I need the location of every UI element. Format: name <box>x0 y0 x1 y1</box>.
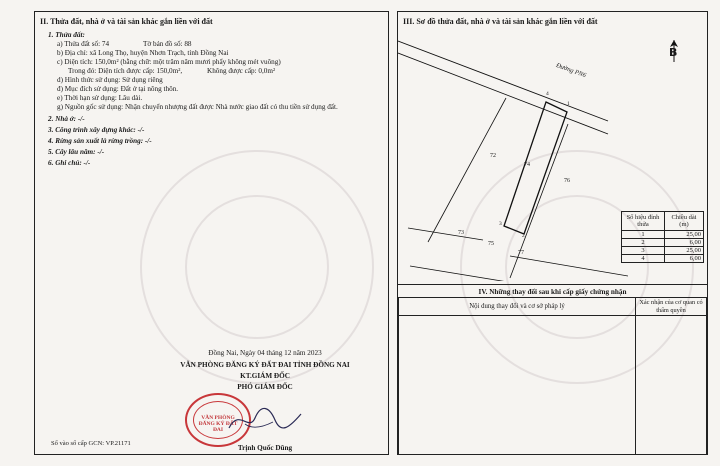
parcel-label-76: 76 <box>564 178 570 184</box>
table-cell: 2 <box>622 239 665 247</box>
section-title-land: II. Thửa đất, nhà ở và tài sản khác gắn liền với đất <box>40 17 213 26</box>
right-page <box>397 11 708 455</box>
forest-line: 4. Rừng sản xuất là rừng trồng: -/- <box>48 137 152 145</box>
signature <box>225 402 305 438</box>
changes-section <box>398 284 707 296</box>
edge-length-table <box>621 211 704 263</box>
table-row <box>622 255 704 263</box>
area-not-granted: Không được cấp: 0,0m² <box>207 67 276 75</box>
vertex-label-2: 2 <box>522 233 525 239</box>
table-row <box>622 231 704 239</box>
stamp-text: VĂN PHÒNG ĐĂNG KÝ ĐẤT ĐAI <box>198 415 238 434</box>
table-cell: 4 <box>622 255 665 263</box>
table-row <box>622 239 704 247</box>
north-arrow-icon <box>666 40 682 62</box>
changes-title: IV. Những thay đổi sau khi cấp giấy chứng nhận <box>478 288 627 296</box>
changes-col-content: Nội dung thay đổi và cơ sở pháp lý <box>399 298 636 316</box>
kt-director: KT.GIÁM ĐỐC <box>240 372 290 380</box>
register-number: Số vào sổ cấp GCN: VP.21171 <box>51 440 131 447</box>
parcel-label-73: 73 <box>458 230 464 236</box>
notes-line: 6. Ghi chú: -/- <box>48 159 91 167</box>
table-cell: 3 <box>622 247 665 255</box>
changes-empty-cell <box>399 316 636 455</box>
parcel-number: a) Thửa đất số: 74 <box>57 40 110 48</box>
section-title-map: III. Sơ đồ thửa đất, nhà ở và tài sản khác gắn liền với đất <box>403 17 598 26</box>
land-origin: g) Nguồn gốc sử dụng: Nhận chuyển nhượng đất được Nhà nước giao đất có thu tiền sử dụng đất. <box>57 103 338 111</box>
area: c) Diện tích: 150,0m² (bằng chữ: một trăm năm mươi phẩy không mét vuông) <box>57 58 281 66</box>
edge-col-vertex: Số hiệu đỉnh thửa <box>622 212 665 231</box>
house-line: 2. Nhà ở: -/- <box>48 115 85 123</box>
changes-col-confirm: Xác nhận của cơ quan có thẩm quyền <box>636 298 707 316</box>
vertex-label-3: 3 <box>499 221 502 227</box>
parcel-label-74: 74 <box>524 162 530 168</box>
address: b) Địa chỉ: xã Long Thọ, huyện Nhơn Trạch, tỉnh Đồng Nai <box>57 49 229 57</box>
edge-col-length: Chiều dài (m) <box>665 212 704 231</box>
other-construction-line: 3. Công trình xây dựng khác: -/- <box>48 126 145 134</box>
land-heading: 1. Thửa đất: <box>48 31 85 39</box>
table-cell: 1 <box>622 231 665 239</box>
table-cell: 25,00 <box>665 231 704 239</box>
table-cell: 6,00 <box>665 239 704 247</box>
use-term: e) Thời hạn sử dụng: Lâu dài. <box>57 94 143 102</box>
parcel-sketch <box>398 26 628 281</box>
table-cell: 6,00 <box>665 255 704 263</box>
deputy-director: PHÓ GIÁM ĐỐC <box>237 383 293 391</box>
parcel-label-77: 77 <box>518 250 524 256</box>
issuing-office: VĂN PHÒNG ĐĂNG KÝ ĐẤT ĐAI TỈNH ĐỒNG NAI <box>180 361 350 369</box>
table-row <box>622 247 704 255</box>
road-label: Đường PN6 <box>555 61 587 80</box>
signer-name: Trịnh Quốc Dũng <box>237 444 293 452</box>
use-form: d) Hình thức sử dụng: Sử dụng riêng <box>57 76 163 84</box>
vertex-label-4: 4 <box>546 91 549 97</box>
use-purpose: đ) Mục đích sử dụng: Đất ở tại nông thôn. <box>57 85 179 93</box>
issue-date: Đồng Nai, Ngày 04 tháng 12 năm 2023 <box>208 349 322 357</box>
changes-table <box>398 297 707 455</box>
map-sheet: Tờ bản đồ số: 88 <box>143 40 192 48</box>
vertex-label-1: 1 <box>567 101 570 107</box>
perennial-line: 5. Cây lâu năm: -/- <box>48 148 105 156</box>
parcel-label-75: 75 <box>488 241 494 247</box>
north-symbol: B <box>669 46 678 59</box>
left-page <box>34 11 389 455</box>
parcel-label-72: 72 <box>490 153 496 159</box>
area-granted: Trong đó: Diện tích được cấp: 150,0m², <box>68 67 183 75</box>
table-cell: 25,00 <box>665 247 704 255</box>
changes-empty-cell <box>636 316 707 455</box>
